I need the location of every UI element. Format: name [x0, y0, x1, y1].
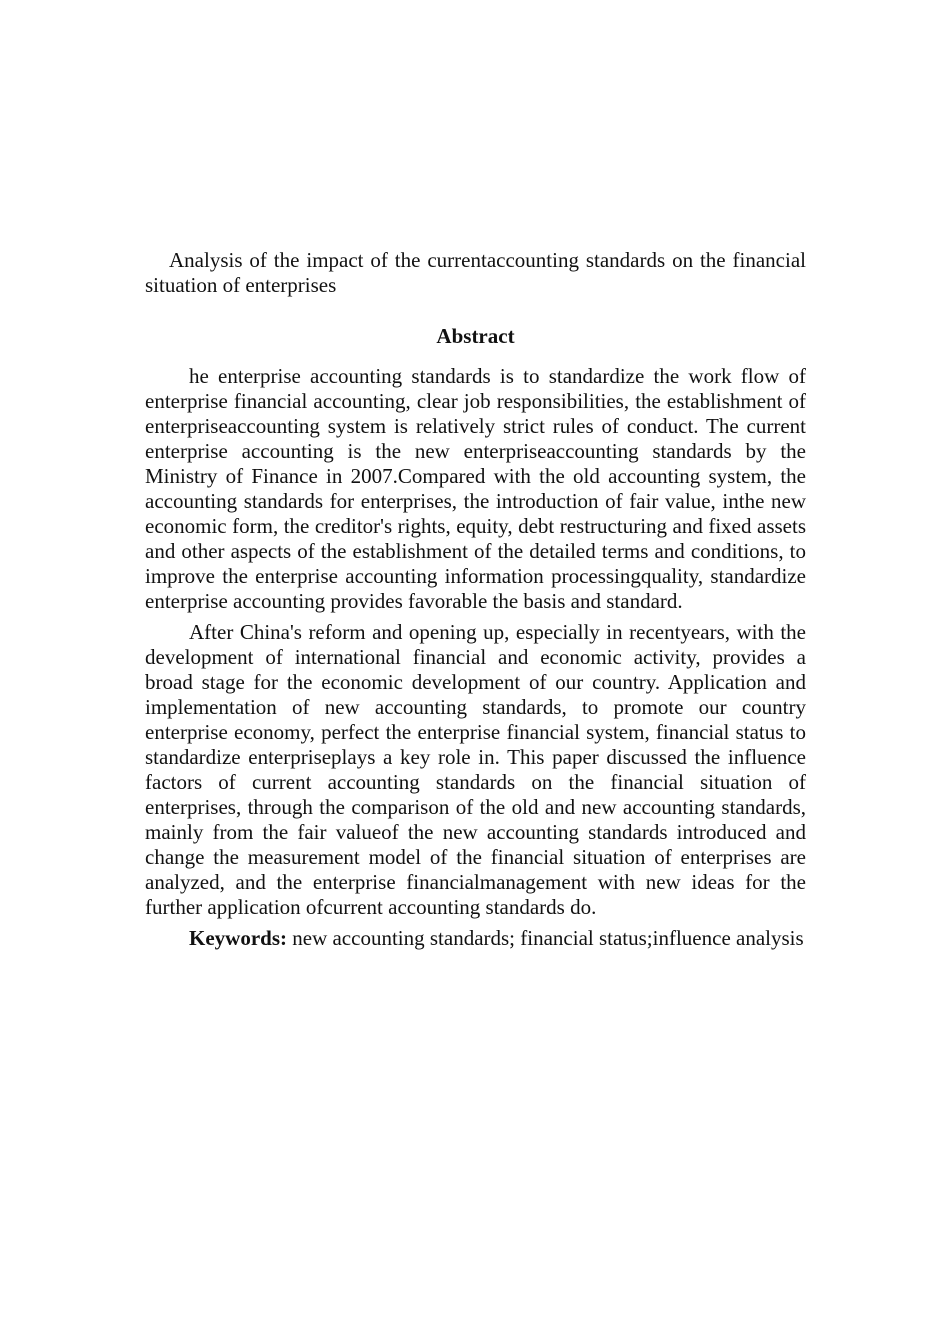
- abstract-paragraph-2: After China's reform and opening up, especially in recentyears, with the development of international financial and economic activity, provides a broad stage for the economic development of our country. Application and implementation of new accounting standards, to promote our country enterprise economy, perfect the enterprise financial system, financial status to standardize enterpriseplays a key role in. This paper discussed the influence factors of current accounting standards on the financial situation of enterprises, through the comparison of the old and new accounting standards, mainly from the fair valueof the new accounting standards introduced and change the measurement model of the financial situation of enterprises are analyzed, and the enterprise financialmanagement with new ideas for the further application ofcurrent accounting standards do.: [145, 620, 806, 919]
- document-page: [145, 248, 806, 951]
- keywords-text: new accounting standards; financial status;influence analysis: [292, 926, 804, 950]
- keywords-line: [145, 926, 806, 951]
- abstract-heading: Abstract: [436, 324, 515, 348]
- keywords-label: Keywords:: [189, 926, 287, 950]
- abstract-paragraph-1: he enterprise accounting standards is to standardize the work flow of enterprise financial accounting, clear job responsibilities, the establishment of enterpriseaccounting system is relatively strict rules of conduct. The current enterprise accounting is the new enterpriseaccounting standards by the Ministry of Finance in 2007.Compared with the old accounting system, the accounting standards for enterprises, the introduction of fair value, inthe new economic form, the creditor's rights, equity, debt restructuring and fixed assets and other aspects of the establishment of the detailed terms and conditions, to improve the enterprise accounting information processingquality, standardize enterprise accounting provides favorable the basis and standard.: [145, 364, 806, 613]
- document-title: Analysis of the impact of the currentaccounting standards on the financial situation of enterprises: [145, 248, 806, 297]
